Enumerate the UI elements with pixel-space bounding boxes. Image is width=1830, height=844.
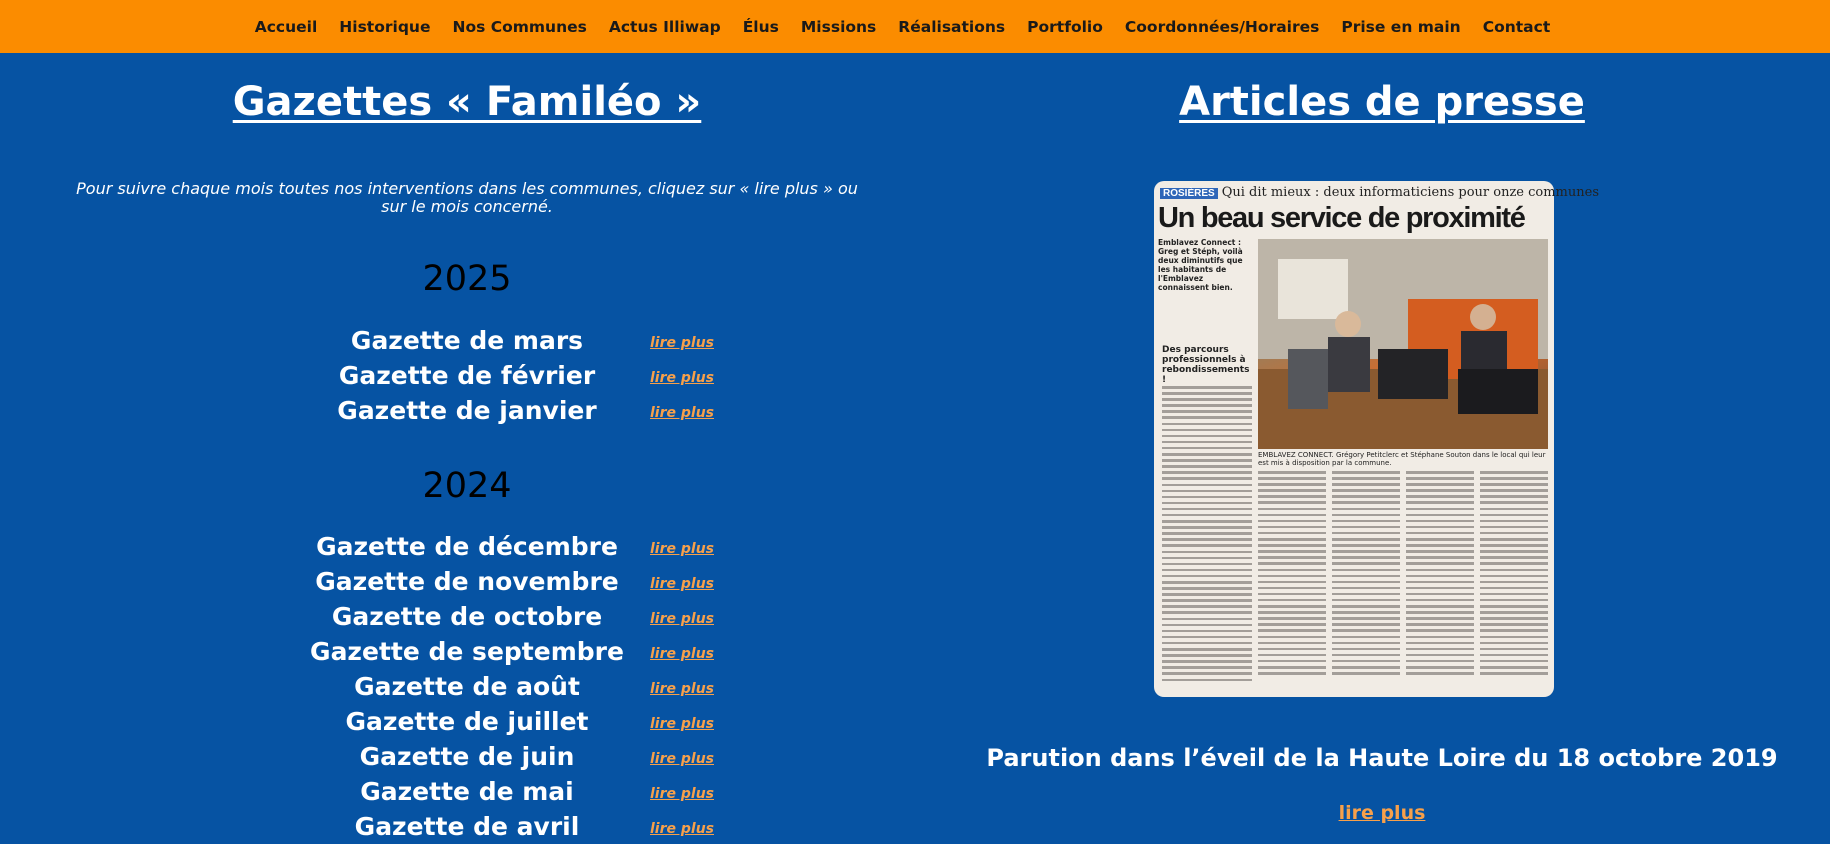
gazette-link-2024-octobre[interactable]: Gazette de octobre <box>331 602 603 631</box>
gazette-row <box>0 529 934 564</box>
office-photo-illustration <box>1258 239 1548 449</box>
gazette-list-2024 <box>0 529 934 844</box>
gazette-row <box>0 634 934 669</box>
nav-item-nos-communes[interactable]: Nos Communes <box>452 17 587 36</box>
nav-item-elus[interactable]: Élus <box>742 17 779 36</box>
gazette-link-2024-novembre[interactable]: Gazette de novembre <box>315 567 619 596</box>
gazette-row <box>0 564 934 599</box>
main-navigation <box>0 0 1830 53</box>
read-more-link[interactable]: lire plus <box>650 611 714 627</box>
clipping-chapo: Emblavez Connect : Greg et Stéph, voilà deux diminutifs que les habitants de l'Emblavez connaissent bien. <box>1158 238 1243 292</box>
read-more-link[interactable]: lire plus <box>650 786 714 802</box>
read-more-link[interactable]: lire plus <box>650 681 714 697</box>
nav-item-contact[interactable]: Contact <box>1482 17 1551 36</box>
nav-item-missions[interactable]: Missions <box>800 17 877 36</box>
gazette-row <box>0 774 934 809</box>
read-more-link[interactable]: lire plus <box>650 370 714 386</box>
gazette-row <box>0 704 934 739</box>
read-more-link[interactable]: lire plus <box>650 751 714 767</box>
press-read-more-link[interactable]: lire plus <box>1338 802 1426 824</box>
gazette-row <box>0 669 934 704</box>
clipping-photo <box>1258 239 1548 449</box>
gazette-link-2024-mai[interactable]: Gazette de mai <box>360 777 574 806</box>
gazette-link-2025-fevrier[interactable]: Gazette de février <box>338 361 596 390</box>
gazette-link-2025-mars[interactable]: Gazette de mars <box>350 326 584 355</box>
nav-item-historique[interactable]: Historique <box>339 17 431 36</box>
gazettes-title[interactable]: Gazettes « Familéo » <box>232 79 702 125</box>
parution-caption: Parution dans l’éveil de la Haute Loire du 18 octobre 2019 <box>986 744 1778 772</box>
clipping-text-column <box>1258 471 1326 678</box>
clipping-caption: EMBLAVEZ CONNECT. Grégory Petitclerc et Stéphane Souton dans le local qui leur est mis à disposition par la commune. <box>1258 451 1546 467</box>
gazette-row <box>0 358 934 393</box>
clipping-header-text: Qui dit mieux : deux informaticiens pour onze communes <box>1221 185 1599 200</box>
gazette-row <box>0 323 934 358</box>
nav-item-actus-illiwap[interactable]: Actus Illiwap <box>608 17 721 36</box>
read-more-link[interactable]: lire plus <box>650 335 714 351</box>
press-title[interactable]: Articles de presse <box>1179 79 1585 125</box>
gazette-link-2024-juillet[interactable]: Gazette de juillet <box>345 707 589 736</box>
gazette-row <box>0 599 934 634</box>
gazettes-intro: Pour suivre chaque mois toutes nos interventions dans les communes, cliquez sur « lire plus » ou sur le mois concerné. <box>76 179 858 216</box>
read-more-link[interactable]: lire plus <box>650 716 714 732</box>
year-heading-2024: 2024 <box>422 466 512 506</box>
gazette-list-2025 <box>0 323 934 428</box>
read-more-link[interactable]: lire plus <box>650 646 714 662</box>
press-section <box>934 53 1830 832</box>
clipping-text-column <box>1406 471 1474 678</box>
nav-item-realisations[interactable]: Réalisations <box>898 17 1006 36</box>
clipping-headline: Un beau service de proximité <box>1158 202 1525 234</box>
gazette-link-2024-septembre[interactable]: Gazette de septembre <box>310 637 624 666</box>
gazette-link-2025-janvier[interactable]: Gazette de janvier <box>337 396 597 425</box>
read-more-link[interactable]: lire plus <box>650 405 714 421</box>
read-more-link[interactable]: lire plus <box>650 821 714 837</box>
read-more-link[interactable]: lire plus <box>650 541 714 557</box>
press-clipping-image[interactable] <box>1154 181 1599 697</box>
nav-item-portfolio[interactable]: Portfolio <box>1027 17 1103 36</box>
clipping-text-column <box>1332 471 1400 678</box>
gazettes-section <box>0 53 934 841</box>
clipping-text-column <box>1480 471 1548 678</box>
gazette-link-2024-decembre[interactable]: Gazette de décembre <box>316 532 618 561</box>
gazette-row <box>0 393 934 428</box>
clipping-text-column <box>1162 386 1252 685</box>
nav-item-coordonnees-horaires[interactable]: Coordonnées/Horaires <box>1124 17 1320 36</box>
clipping-header <box>1160 185 1599 200</box>
gazette-link-2024-avril[interactable]: Gazette de avril <box>354 812 580 841</box>
gazette-row <box>0 739 934 774</box>
nav-item-accueil[interactable]: Accueil <box>254 17 318 36</box>
nav-item-prise-en-main[interactable]: Prise en main <box>1341 17 1461 36</box>
clipping-subhead: Des parcours professionnels à rebondissements ! <box>1162 345 1250 385</box>
year-heading-2025: 2025 <box>422 259 512 299</box>
read-more-link[interactable]: lire plus <box>650 576 714 592</box>
gazette-row <box>0 809 934 844</box>
gazette-link-2024-juin[interactable]: Gazette de juin <box>359 742 575 771</box>
gazette-link-2024-aout[interactable]: Gazette de août <box>354 672 580 701</box>
clipping-kicker: ROSIÈRES <box>1160 188 1218 199</box>
